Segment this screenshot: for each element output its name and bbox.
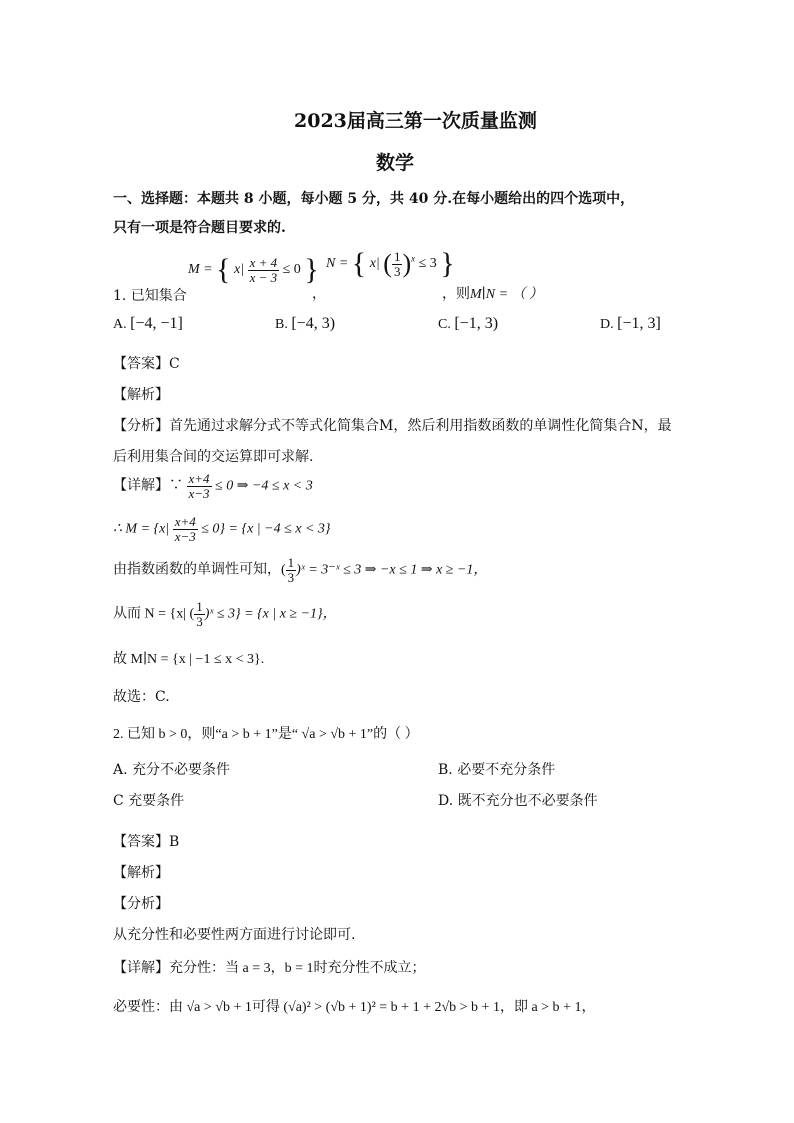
q1-stem-prefix: 已知集合: [130, 288, 187, 304]
q2-option-d[interactable]: D. 既不充分也不必要条件: [438, 793, 598, 809]
q1-option-b[interactable]: B. [−4, 3): [275, 315, 336, 332]
q2-option-c[interactable]: C 充要条件: [113, 793, 185, 809]
q1-option-a[interactable]: A. [−4, −1]: [113, 315, 183, 332]
q1-analysis-tag: 【解析】: [113, 387, 169, 403]
set-m-fraction: $\frac{x + 4}{x - 3}$: [249, 254, 278, 285]
q1-fenxi-line1: 【分析】首先通过求解分式不等式化简集合M，然后利用指数函数的单调性化简集合N，最: [113, 418, 672, 434]
q2-detail-line: 【详解】充分性：当 a = 3，b = 1时充分性不成立；: [113, 961, 426, 976]
question-2-stem: 2. 已知 b > 0，则“a > b + 1”是“ √a > √b + 1”的（ ）: [113, 727, 419, 742]
q1-ask: ，则M∣N = （ ）: [442, 286, 544, 302]
set-n-fraction: $\frac{1}{3}$: [393, 248, 401, 279]
q1-option-c[interactable]: C. [−1, 3): [438, 315, 499, 332]
question-1-number: [113, 285, 187, 305]
q1-choice: 故选：C.: [113, 689, 170, 705]
page-title: 2023届高三第一次质量监测: [294, 110, 537, 132]
q1-set-n-result: 从而 N = {x| ( $\frac{1}{3}$ )ˣ ≤ 3} = {x | x ≥ −1}，: [113, 599, 337, 629]
q2-option-b[interactable]: B. 必要不充分条件: [438, 762, 556, 778]
set-n-expression: N = { x| ( $\frac{1}{3}$ )$^x$ ≤ 3 }: [326, 247, 455, 280]
q2-necessity-line: 必要性：由 √a > √b + 1可得 (√a)² > (√b + 1)² = b + 1 + 2√b > b + 1，即 a > b + 1，: [113, 1000, 596, 1015]
q2-answer: 【答案】B: [113, 834, 180, 850]
section-heading-line2: 只有一项是符合题目要求的.: [113, 220, 286, 236]
q2-fenxi-tag: 【分析】: [113, 896, 169, 912]
q2-analysis-tag: 【解析】: [113, 865, 169, 881]
q1-monotonic-line: 由指数函数的单调性可知，( $\frac{1}{3}$ )ˣ = 3⁻ˣ ≤ 3 ⇒ −x ≤ 1 ⇒ x ≥ −1，: [113, 555, 488, 585]
q1-intersection-result: 故 M∣N = {x | −1 ≤ x < 3}.: [113, 652, 265, 667]
set-n-tail: ≤ 3: [418, 256, 437, 272]
q2-option-a[interactable]: A. 充分不必要条件: [113, 762, 231, 778]
q1-set-m-result: ∴ M = {x| $\frac{x+4}{x-3}$ ≤ 0} = {x | −4 ≤ x < 3}: [113, 514, 331, 544]
set-m-lhs: M =: [188, 262, 217, 278]
set-n-lhs: N =: [326, 256, 352, 272]
q1-answer: 【答案】C: [113, 356, 180, 372]
q2-fenxi-text: 从充分性和必要性两方面进行讨论即可.: [113, 927, 356, 943]
section-heading-line1: 一、选择题：本题共 8 小题，每小题 5 分，共 40 分.在每小题给出的四个选项中，: [113, 191, 635, 207]
q1-fenxi-line2: 后利用集合间的交运算即可求解.: [113, 449, 314, 465]
q1-option-d[interactable]: D. [−1, 3]: [600, 315, 661, 332]
subject-title: 数学: [376, 152, 415, 174]
set-m-tail: ≤ 0: [282, 262, 301, 278]
q1-number: 1.: [113, 288, 127, 304]
set-m-expression: M = { x| $\frac{x + 4}{x - 3}$ ≤ 0 }: [188, 253, 319, 286]
q1-detail-line: 【详解】∵ $\frac{x+4}{x-3}$ ≤ 0 ⇒ −4 ≤ x < 3: [113, 471, 313, 501]
